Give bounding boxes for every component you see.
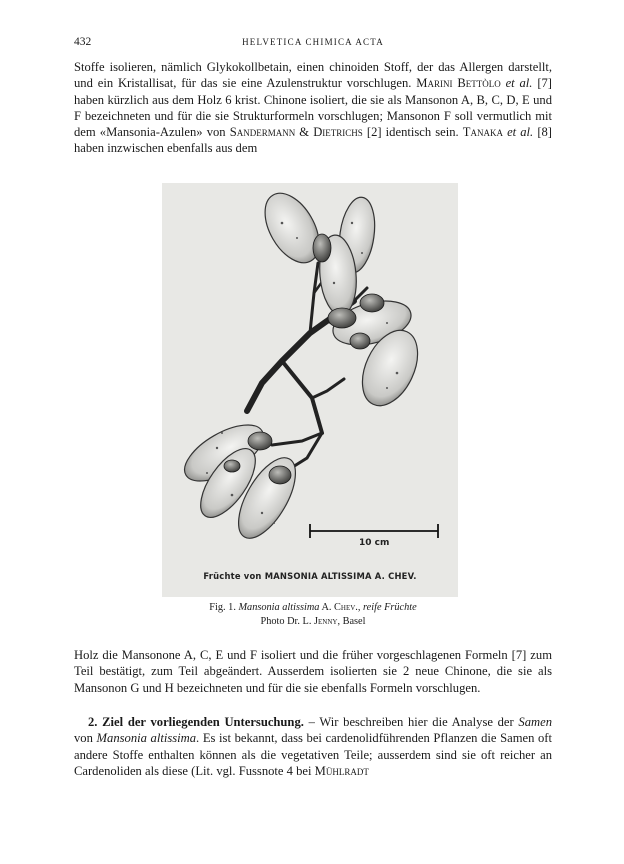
para3-text-3: . Es ist bekannt, dass bei cardenolidführenden Pflanzen die Samen oft andere Stoffe enthalten können als die vegetativen Teile; ausserdem sind sie oft reicher an Cardenoliden als diese (Lit. vgl. Fussnote 4 bei <box>74 731 552 778</box>
page-number: 432 <box>74 36 92 48</box>
photo-credit <box>74 615 552 629</box>
scale-label: 10 cm <box>359 538 390 548</box>
credit-name: Jenny <box>314 616 338 627</box>
photo-caption: Früchte von MANSONIA ALTISSIMA A. CHEV. <box>203 571 417 581</box>
figure-photo <box>162 183 458 597</box>
et-al-2: et al. <box>502 125 534 140</box>
para3-text-2: von <box>74 731 97 746</box>
para1-text-5: [8] haben inzwischen ebenfalls aus dem <box>74 125 552 156</box>
author-dietrichs: Dietrichs <box>313 125 363 140</box>
section-heading: 2. Ziel der vorliegenden Untersuchung. <box>88 715 304 729</box>
figure-caption <box>74 601 552 629</box>
author-tanaka: Tanaka <box>462 125 503 140</box>
para3-text-1: – Wir beschreiben hier die Analyse der <box>303 715 519 729</box>
fruit-branch-illustration <box>162 183 458 597</box>
paragraph-1 <box>74 59 552 157</box>
author-sandermann: Sandermann <box>229 125 296 140</box>
journal-title: HELVETICA CHIMICA ACTA <box>242 37 384 47</box>
running-header <box>74 36 552 50</box>
para3-samen: Samen <box>518 715 552 729</box>
paragraph-3 <box>74 714 552 779</box>
para1-text-4: [2] identisch sein. <box>362 125 463 140</box>
caption-space: A. <box>319 602 335 613</box>
caption-prefix: Fig. 1. <box>209 602 239 613</box>
paragraph-2: Holz die Mansonone A, C, E und F isoliert und die früher vorgeschlagenen Formeln [7] zum Teil bestätigt, zum Teil abgeändert. Ausserdem isolierten sie 2 neue Chinone, die sie als Mansonon G und H bezeichneten und für die sie ebenfalls Formeln vorschlugen. <box>74 648 552 695</box>
para1-text-2: [7] haben kürzlich aus dem Holz 6 krist. Chinone isoliert, die sie als Mansonon A, B, C, D, E und F bezeichneten und für die sie Strukturformeln vorschlugen; Mansonon F soll vermutlich mit dem «Mansonia-Azulen» von <box>74 76 552 140</box>
credit-city: , Basel <box>337 616 366 627</box>
para1-text-3: & <box>295 125 314 140</box>
caption-author: Chev. <box>334 602 358 613</box>
credit-prefix: Photo Dr. L. <box>260 616 314 627</box>
et-al-1: et al. <box>500 76 533 91</box>
caption-species: Mansonia altissima <box>238 602 320 613</box>
para1-text-1: Stoffe isolieren, nämlich Glykokollbetain, einen chinoiden Stoff, der das Allergen darstellt, und ein Kristallisat, für das sie eine Azulenstruktur vorschlugen. <box>74 60 552 91</box>
author-marini-bettolo: Marini Bettòlo <box>416 76 501 91</box>
para3-species: Mansonia altissima <box>96 731 197 746</box>
figure-caption-line <box>74 601 552 615</box>
author-muhlradt: Mühlradt <box>314 763 369 778</box>
caption-rest: , reife Früchte <box>357 602 417 613</box>
